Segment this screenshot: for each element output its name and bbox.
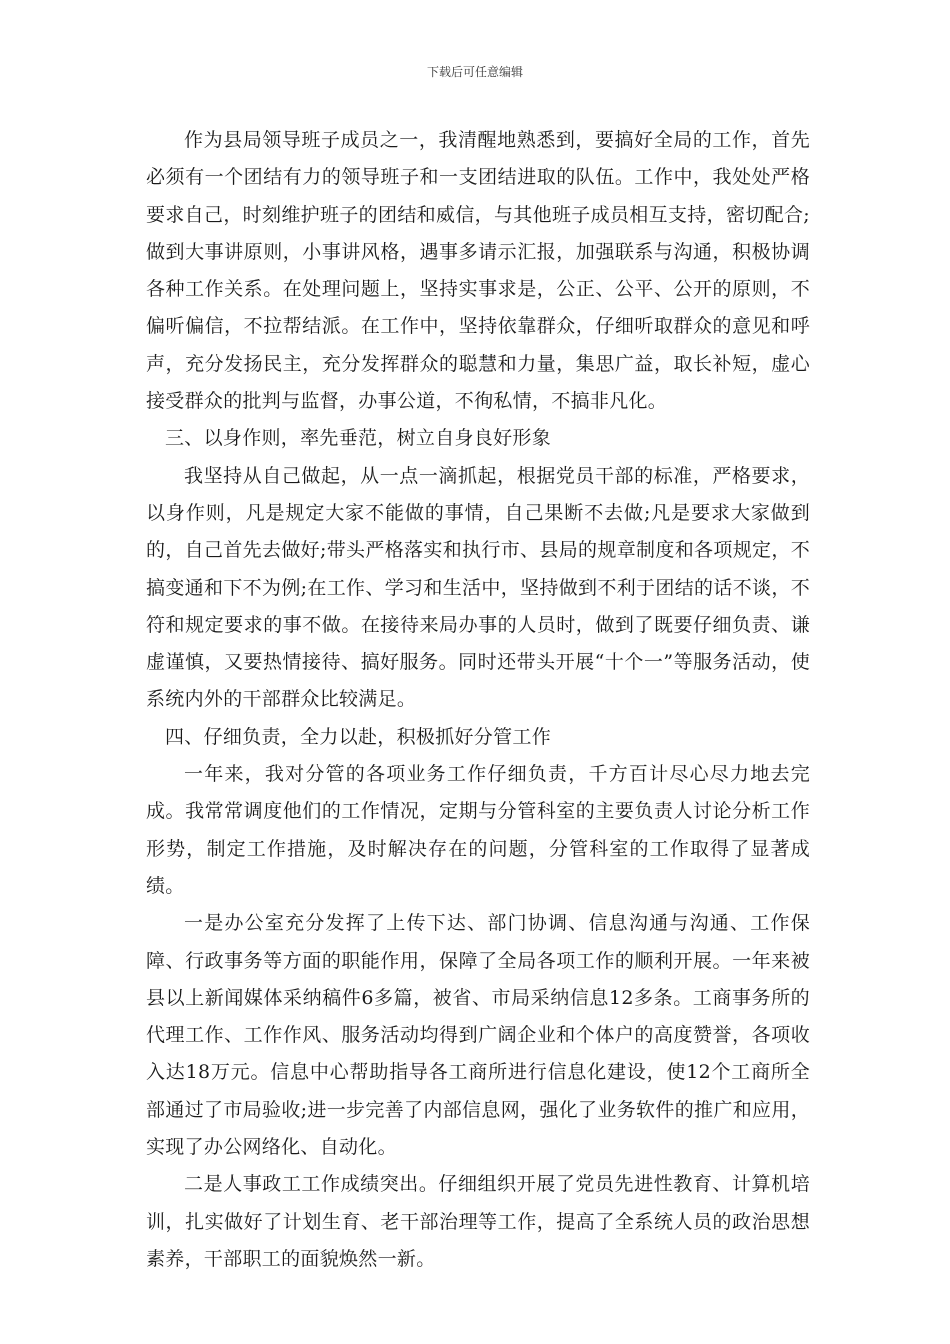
section-heading-four: 四、仔细负责，全力以赴，积极抓好分管工作	[165, 725, 552, 748]
paragraph-lead-by-example: 我坚持从自己做起，从一点一滴抓起，根据党员干部的标准，严格要求，以身作则，凡是规定大家不能做的事情，自己果断不去做;凡是要求大家做到的，自己首先去做好;带头严格落实和执行市、县局的规章制度和各项规定，不搞变通和下不为例;在工作、学习和生活中，坚持做到不利于团结的话不谈，不符和规定要求的事不做。在接待来局办事的人员时，做到了既要仔细负责、谦虚谨慎，又要热情接待、搞好服务。同时还带头开展“十个一”等服务活动，使系统内外的干部群众比较满足。	[146, 464, 810, 711]
paragraph-leadership-team: 作为县局领导班子成员之一，我清醒地熟悉到，要搞好全局的工作，首先必须有一个团结有力的领导班子和一支团结进取的队伍。工作中，我处处严格要求自己，时刻维护班子的团结和威信，与其他班子成员相互支持，密切配合;做到大事讲原则，小事讲风格，遇事多请示汇报，加强联系与沟通，积极协调各种工作关系。在处理问题上，坚持实事求是，公正、公平、公开的原则，不偏听偏信，不拉帮结派。在工作中，坚持依靠群众，仔细听取群众的意见和呼声，充分发扬民主，充分发挥群众的聪慧和力量，集思广益，取长补短，虚心接受群众的批判与监督，办事公道，不徇私情，不搞非凡化。	[146, 129, 810, 413]
paragraph-office-work: 一是办公室充分发挥了上传下达、部门协调、信息沟通与沟通、工作保障、行政事务等方面的职能作用，保障了全局各项工作的顺利开展。一年来被县以上新闻媒体采纳稿件6多篇，被省、市局采纳信息12多条。工商事务所的代理工作、工作作风、服务活动均得到广阔企业和个体户的高度赞誉，各项收入达18万元。信息中心帮助指导各工商所进行信息化建设，使12个工商所全部通过了市局验收;进一步完善了内部信息网，强化了业务软件的推广和应用，实现了办公网络化、自动化。	[146, 912, 810, 1159]
paragraph-personnel-work: 二是人事政工工作成绩突出。仔细组织开展了党员先进性教育、计算机培训，扎实做好了计划生育、老干部治理等工作，提高了全系统人员的政治思想素养，干部职工的面貌焕然一新。	[146, 1173, 810, 1270]
document-body	[146, 122, 810, 1278]
page-header-note: 下载后可任意编辑	[426, 65, 523, 79]
section-heading-three: 三、以身作则，率先垂范，树立自身良好形象	[165, 427, 552, 450]
paragraph-managed-work: 一年来，我对分管的各项业务工作仔细负责，千方百计尽心尽力地去完成。我常常调度他们的工作情况，定期与分管科室的主要负责人讨论分析工作形势，制定工作措施，及时解决存在的问题，分管科室的工作取得了显著成绩。	[146, 763, 810, 897]
